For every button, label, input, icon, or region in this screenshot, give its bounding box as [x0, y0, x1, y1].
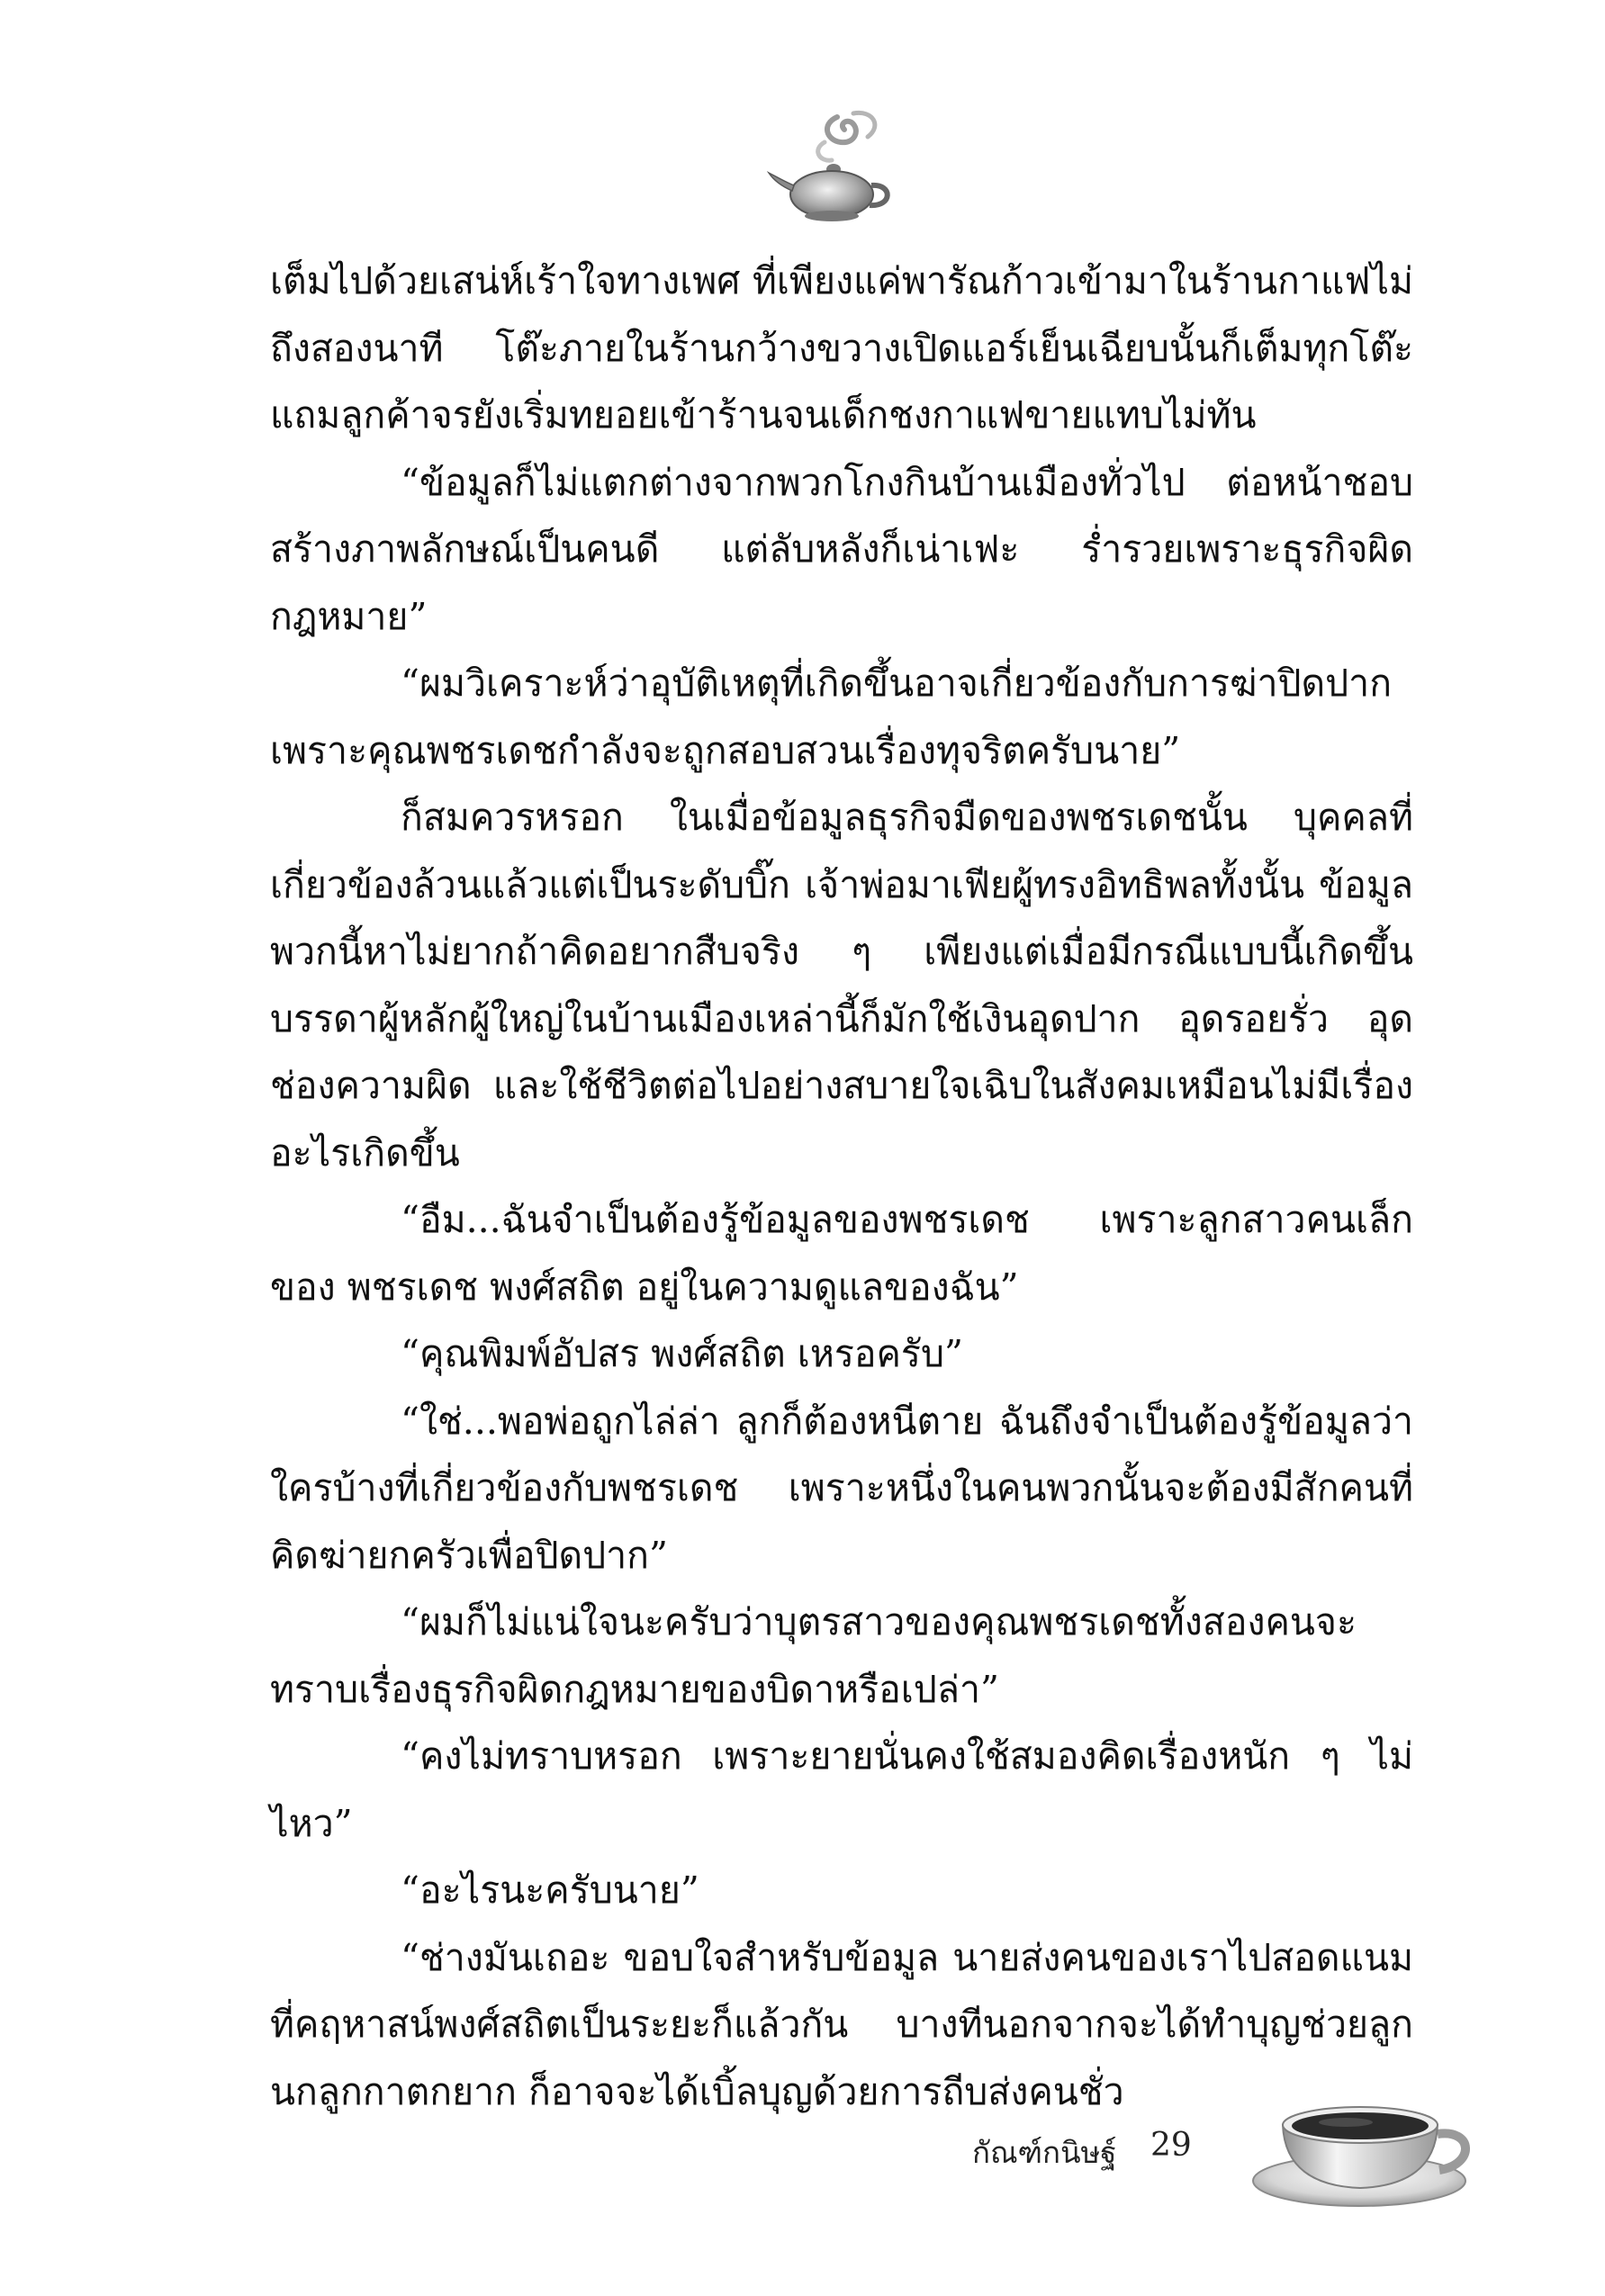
- paragraph: ก็สมควรหรอก ในเมื่อข้อมูลธุรกิจมืดของพชรเดชนั้น บุคคลที่เกี่ยวข้องล้วนแล้วแต่เป็นระดับบิ๊ก เจ้าพ่อมาเฟียผู้ทรงอิทธิพลทั้งนั้น ข้อมูลพวกนี้หาไม่ยากถ้าคิดอยากสืบจริง ๆ เพียงแต่เมื่อมีกรณีแบบนี้เกิดขึ้น บรรดาผู้หลักผู้ใหญ่ในบ้านเมืองเหล่านี้ก็มักใช้เงินอุดปาก อุดรอยรั่ว อุดช่องความผิด และใช้ชีวิตต่อไปอย่างสบายใจเฉิบในสังคมเหมือนไม่มีเรื่องอะไรเกิดขึ้น: [270, 796, 1413, 1175]
- page-footer: [972, 2093, 1404, 2210]
- paragraph: “อะไรนะครับนาย”: [401, 1868, 699, 1912]
- author-name: กัณฑ์กนิษฐ์: [972, 2135, 1117, 2170]
- paragraph: “ผมก็ไม่แน่ใจนะครับว่าบุตรสาวของคุณพชรเดชทั้งสองคนจะทราบเรื่องธุรกิจผิดกฎหมายของบิดาหรือเปล่า”: [270, 1600, 1357, 1711]
- paragraph: “ผมวิเคราะห์ว่าอุบัติเหตุที่เกิดขึ้นอาจเกี่ยวข้องกับการฆ่าปิดปากเพราะคุณพชรเดชกำลังจะถูกสอบสวนเรื่องทุจริตครับนาย”: [270, 662, 1393, 772]
- coffee-cup-icon: [1247, 2093, 1490, 2210]
- paragraph: “คงไม่ทราบหรอก เพราะยายนั่นคงใช้สมองคิดเรื่องหนัก ๆ ไม่ไหว”: [270, 1734, 1413, 1845]
- paragraph: เต็มไปด้วยเสน่ห์เร้าใจทางเพศ ที่เพียงแค่พารัณก้าวเข้ามาในร้านกาแฟไม่ถึงสองนาที โต๊ะภายในร้านกว้างขวางเปิดแอร์เย็นเฉียบนั้นก็เต็มทุกโต๊ะ แถมลูกค้าจรยังเริ่มทยอยเข้าร้านจนเด็กชงกาแฟขายแทบไม่ทัน: [270, 259, 1413, 437]
- paragraph: “ข้อมูลก็ไม่แตกต่างจากพวกโกงกินบ้านเมืองทั่วไป ต่อหน้าชอบสร้างภาพลักษณ์เป็นคนดี แต่ลับหลังก็เน่าเฟะ ร่ำรวยเพราะธุรกิจผิดกฎหมาย”: [270, 460, 1413, 638]
- page-number: 29: [1150, 2127, 1192, 2164]
- paragraph: “คุณพิมพ์อัปสร พงศ์สถิต เหรอครับ”: [401, 1332, 963, 1375]
- teapot-ornament-icon: [767, 106, 902, 232]
- paragraph: “อืม...ฉันจำเป็นต้องรู้ข้อมูลของพชรเดช เพราะลูกสาวคนเล็กของ พชรเดช พงศ์สถิต อยู่ในความดูแลของฉัน”: [270, 1198, 1413, 1309]
- paragraph: “ช่างมันเถอะ ขอบใจสำหรับข้อมูล นายส่งคนของเราไปสอดแนมที่คฤหาสน์พงศ์สถิตเป็นระยะก็แล้วกัน บางทีนอกจากจะได้ทำบุญช่วยลูกนกลูกกาตกยาก ก็อาจจะได้เบิ้ลบุญด้วยการถีบส่งคนชั่ว: [270, 1935, 1413, 2113]
- paragraph: “ใช่...พอพ่อถูกไล่ล่า ลูกก็ต้องหนีตาย ฉันถึงจำเป็นต้องรู้ข้อมูลว่าใครบ้างที่เกี่ยวข้องกับพชรเดช เพราะหนึ่งในคนพวกนั้นจะต้องมีสักคนที่คิดฆ่ายกครัวเพื่อปิดปาก”: [270, 1399, 1413, 1577]
- body-text: [270, 248, 1413, 2125]
